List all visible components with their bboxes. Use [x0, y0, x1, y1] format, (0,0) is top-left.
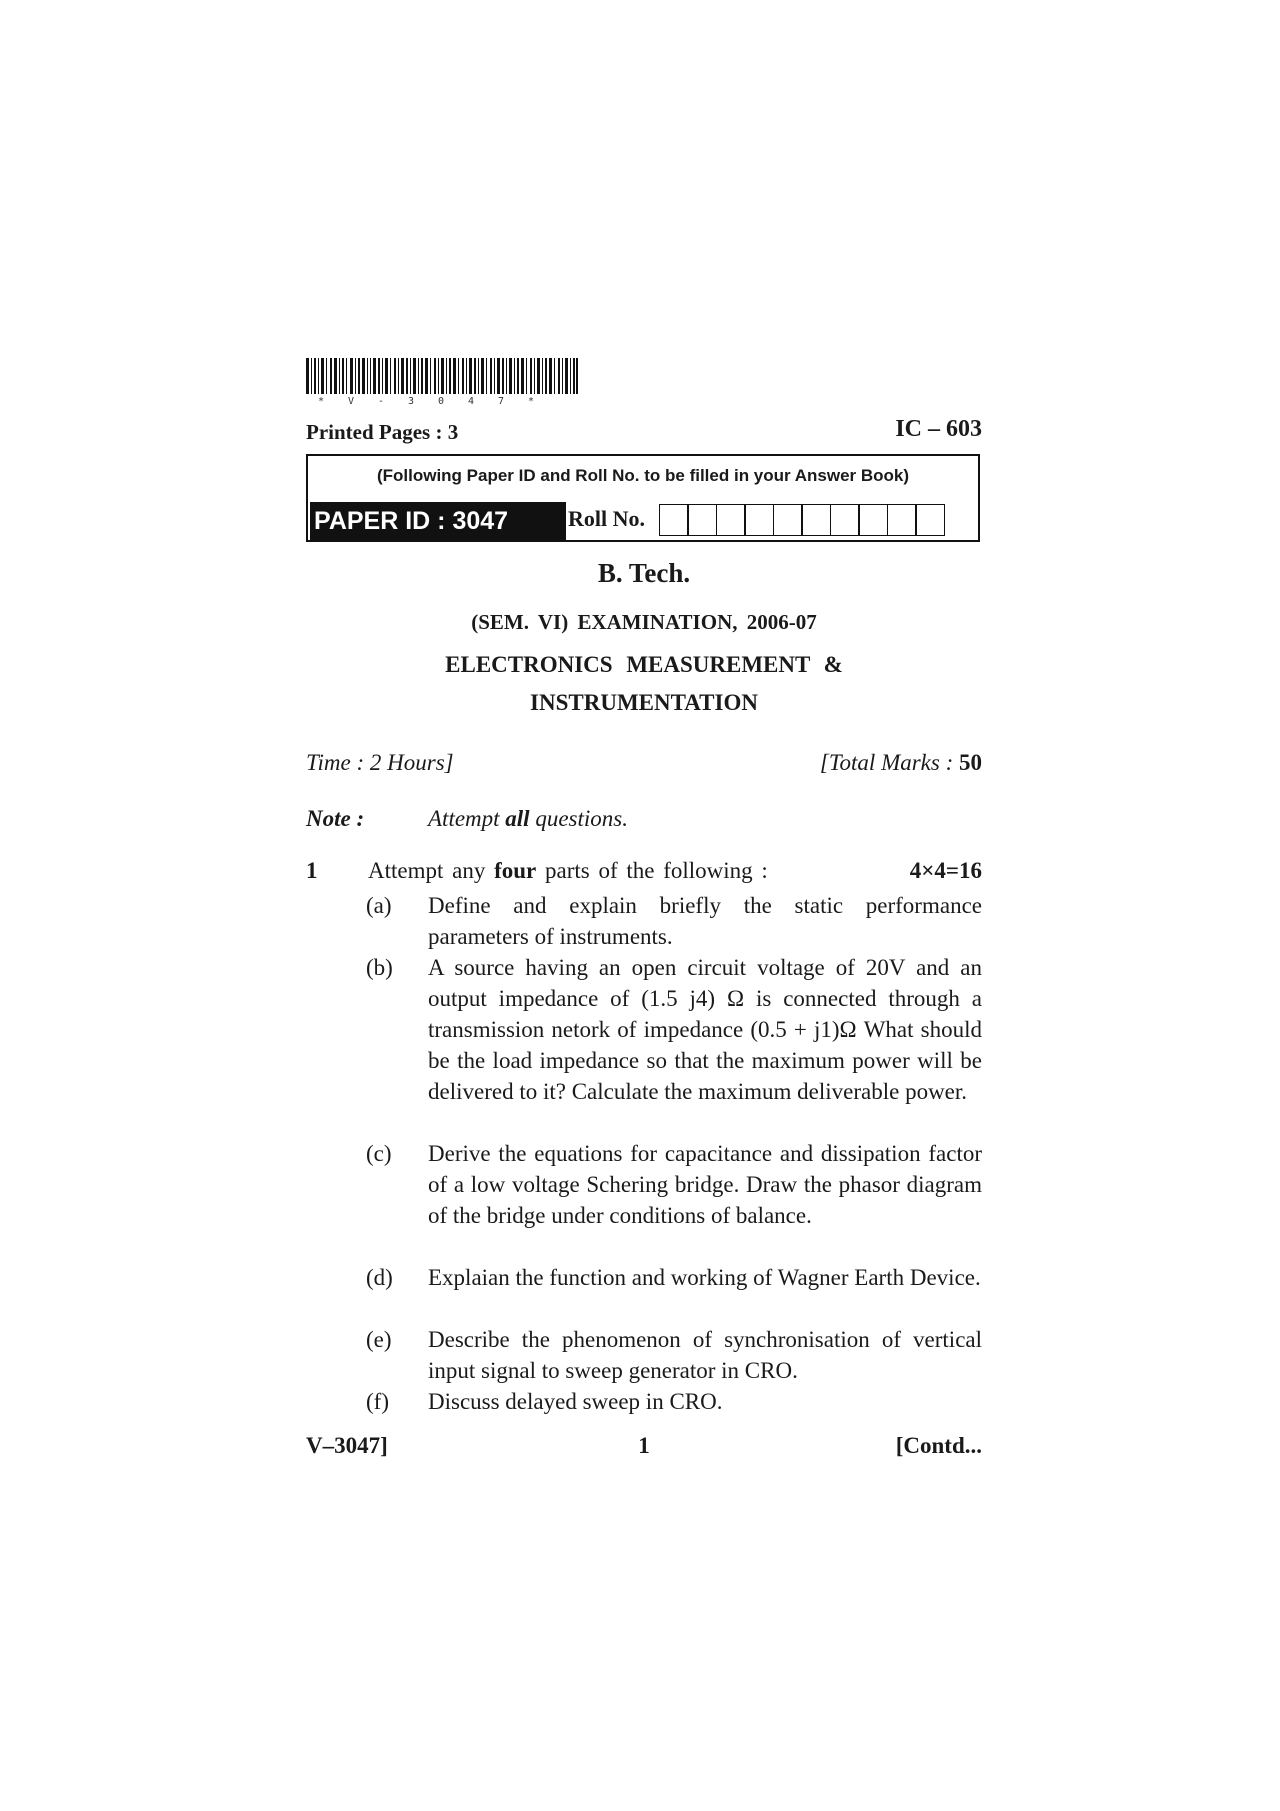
barcode-char: 0	[437, 396, 445, 407]
subject-line-1: ELECTRONICS MEASUREMENT &	[445, 652, 843, 677]
total-marks-label: [Total Marks :	[819, 750, 959, 775]
barcode	[306, 358, 578, 394]
part-label: (d)	[366, 1265, 393, 1290]
note-text-part: questions.	[529, 806, 628, 831]
part-text: Describe the phenomenon of synchronisation of vertical input signal to sweep generator in CRO.	[428, 1327, 982, 1383]
question-text-part: Attempt any	[368, 858, 495, 883]
continued-marker: [Contd...	[895, 1433, 982, 1458]
total-marks	[306, 750, 982, 776]
barcode-char: 7	[497, 396, 505, 407]
roll-label: Roll No.	[568, 506, 645, 531]
roll-cell	[887, 504, 917, 536]
part-label: (b)	[366, 955, 393, 980]
roll-cell	[744, 504, 774, 536]
subject-line-2: INSTRUMENTATION	[530, 690, 758, 715]
part-text: Define and explain briefly the static performance parameters of instruments.	[428, 893, 982, 949]
paper-id: PAPER ID : 3047	[310, 502, 566, 540]
note-text	[428, 806, 628, 832]
footer-code: V–3047]	[306, 1433, 388, 1458]
roll-cell	[830, 504, 860, 536]
total-marks-value: 50	[959, 750, 982, 775]
id-instruction: (Following Paper ID and Roll No. to be filled in your Answer Book)	[376, 466, 910, 485]
barcode-caption	[306, 396, 578, 407]
page-number: 1	[638, 1433, 650, 1458]
part-label: (f)	[366, 1389, 389, 1414]
note-text-part: Attempt	[428, 806, 506, 831]
roll-cell	[773, 504, 803, 536]
part-text: A source having an open circuit voltage of 20V and an output impedance of (1.5 j4) Ω is connected through a transmission netork of impedance (0.5 + j1)Ω What should be the load impedance so that the maximum power will be delivered to it? Calculate the maximum deliverable power.	[428, 955, 982, 1104]
note-text-bold: all	[505, 806, 530, 831]
note-label: Note :	[306, 806, 365, 831]
barcode-char: 3	[407, 396, 415, 407]
roll-cell	[801, 504, 831, 536]
roll-cell	[659, 504, 689, 536]
part-text: Explaian the function and working of Wagner Earth Device.	[428, 1265, 981, 1290]
question-number: 1	[306, 858, 318, 883]
barcode-char: 4	[467, 396, 475, 407]
barcode-char: -	[377, 396, 385, 407]
printed-pages: Printed Pages : 3	[306, 420, 459, 444]
paper-id-box	[306, 454, 980, 542]
roll-cell	[858, 504, 888, 536]
part-label: (a)	[366, 893, 392, 918]
roll-cell	[687, 504, 717, 536]
roll-number-boxes	[660, 504, 945, 536]
part-label: (c)	[366, 1141, 392, 1166]
barcode-char: *	[317, 396, 325, 407]
question-instruction	[368, 858, 768, 884]
barcode-char: V	[347, 396, 355, 407]
paper-code: IC – 603	[895, 416, 982, 442]
barcode-char: *	[527, 396, 535, 407]
part-text: Discuss delayed sweep in CRO.	[428, 1389, 723, 1414]
question-text-part: parts of the following :	[536, 858, 768, 883]
part-label: (e)	[366, 1327, 392, 1352]
question-marks: 4×4=16	[909, 858, 982, 883]
roll-cell	[716, 504, 746, 536]
roll-cell	[915, 504, 945, 536]
part-text: Derive the equations for capacitance and dissipation factor of a low voltage Schering bridge. Draw the phasor diagram of the bridge under conditions of balance.	[428, 1141, 982, 1228]
question-text-bold: four	[494, 858, 537, 883]
degree-title: B. Tech.	[597, 558, 691, 588]
exam-time: Time : 2 Hours]	[306, 750, 454, 775]
exam-title: (SEM. VI) EXAMINATION, 2006-07	[471, 610, 817, 634]
